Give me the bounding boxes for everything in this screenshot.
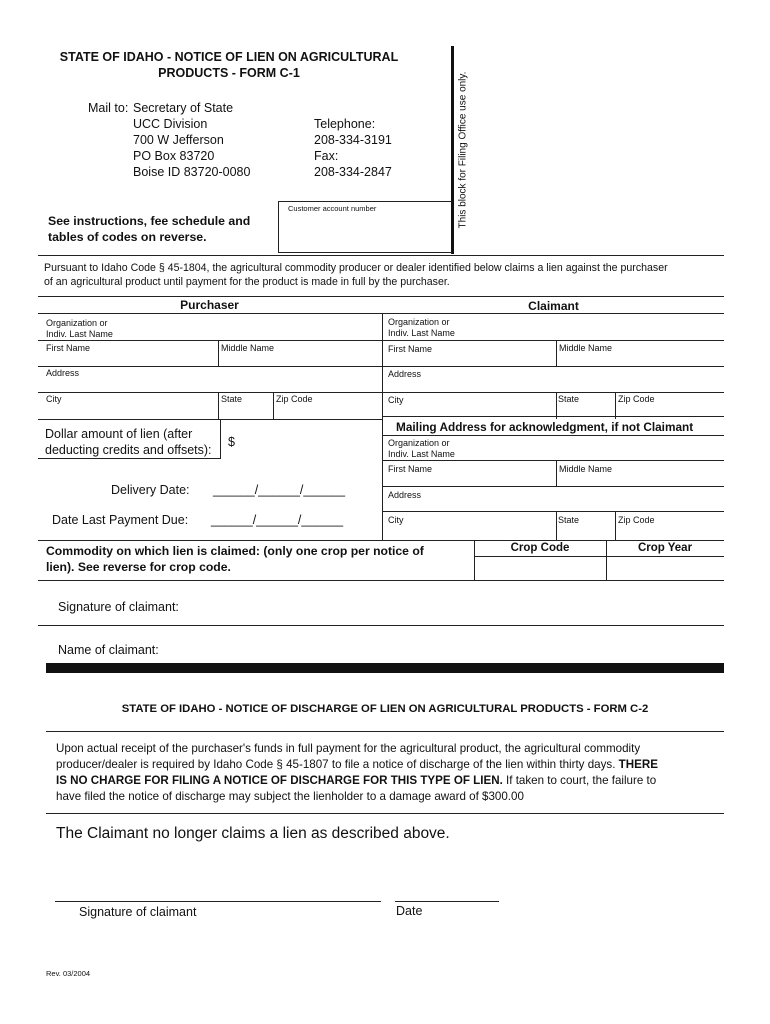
- purchaser-zip-field[interactable]: Zip Code: [276, 394, 313, 404]
- dollar-amount-divider: [220, 420, 221, 458]
- claimant-middle-divider: [556, 340, 557, 367]
- claimant-row-line-2: [382, 366, 724, 367]
- purchaser-row-line-3: [38, 392, 382, 393]
- form-title-line2: PRODUCTS - FORM C-1: [158, 66, 300, 80]
- claimant-row-line-3: [382, 392, 724, 393]
- discharge-paragraph: [56, 741, 658, 805]
- mail-line-5: Boise ID 83720-0080: [133, 165, 251, 179]
- discharge-line4: have filed the notice of discharge may subject the lienholder to a damage award of $300.00: [56, 790, 524, 803]
- mail-to-label: Mail to:: [88, 101, 129, 115]
- discharge-line3-bold: IS NO CHARGE FOR FILING A NOTICE OF DISCHARGE FOR THIS TYPE OF LIEN.: [56, 774, 503, 787]
- form-title-line1: STATE OF IDAHO - NOTICE OF LIEN ON AGRICULTURAL: [59, 50, 399, 64]
- grid-center-divider: [382, 313, 383, 394]
- mailing-city-field[interactable]: City: [388, 515, 404, 525]
- mailing-first-name-field[interactable]: First Name: [388, 464, 433, 474]
- discharge-line3-text: If taken to court, the failure to: [506, 774, 657, 787]
- mail-line-4: PO Box 83720: [133, 149, 215, 163]
- mailing-state-divider: [556, 511, 557, 540]
- mailing-zip-field[interactable]: Zip Code: [618, 515, 655, 525]
- last-payment-label: Date Last Payment Due:: [52, 513, 189, 527]
- last-payment-field[interactable]: ______/______/______: [211, 513, 344, 527]
- discharge-title: STATE OF IDAHO - NOTICE OF DISCHARGE OF LIEN ON AGRICULTURAL PRODUCTS - FORM C-2: [121, 703, 649, 715]
- discharge-line2-bold: THERE: [618, 758, 658, 771]
- purchaser-header: Purchaser: [180, 298, 239, 312]
- claimant-last-name-label: Indiv. Last Name: [388, 328, 455, 338]
- purchaser-row-line-1: [38, 340, 382, 341]
- signature-claimant-label: Signature of claimant:: [58, 600, 179, 614]
- crop-header-line: [474, 556, 724, 557]
- commodity-top-line: [38, 540, 724, 541]
- purchaser-org-field[interactable]: [46, 318, 113, 340]
- header-separator: [38, 255, 724, 256]
- purchaser-state-field[interactable]: State: [221, 394, 243, 404]
- purchaser-city-field[interactable]: City: [46, 394, 62, 404]
- mail-line-3: 700 W Jefferson: [133, 133, 224, 147]
- claimant-zip-field[interactable]: Zip Code: [618, 394, 655, 404]
- grid-header-line: [38, 313, 724, 314]
- purchaser-last-name-label: Indiv. Last Name: [46, 329, 113, 339]
- discharge-line1: Upon actual receipt of the purchaser's funds in full payment for the agricultural product, the agricultural commodity: [56, 742, 641, 755]
- mail-address-block: [133, 100, 250, 180]
- grid-top-line: [38, 296, 724, 297]
- crop-year-input[interactable]: [608, 558, 722, 578]
- discharge-line2-text: producer/dealer is required by Idaho Code § 45-1807 to file a notice of discharge of the lien within thirty days.: [56, 758, 616, 771]
- mailing-middle-name-field[interactable]: Middle Name: [559, 464, 613, 474]
- purchaser-zip-divider: [273, 392, 274, 419]
- commodity-bottom-line: [38, 580, 724, 581]
- purchaser-row-line-4: [38, 419, 382, 420]
- claimant-row-line-4: [382, 416, 724, 417]
- telephone-number: 208-334-3191: [314, 133, 392, 147]
- revision-note: Rev. 03/2004: [46, 969, 91, 978]
- claimant-row-line-1: [382, 340, 724, 341]
- mailing-row-line-3: [382, 511, 724, 512]
- discharge-date-label: Date: [396, 904, 423, 918]
- commodity-label-line1: Commodity on which lien is claimed: (only one crop per notice of: [46, 544, 424, 558]
- discharge-statement: The Claimant no longer claims a lien as described above.: [56, 825, 450, 842]
- discharge-line3: [56, 773, 658, 789]
- dollar-amount-line2: deducting credits and offsets):: [45, 443, 212, 457]
- commodity-label: [46, 543, 424, 575]
- signature-line: [38, 625, 724, 626]
- mailing-middle-divider: [556, 460, 557, 486]
- delivery-date-field[interactable]: ______/______/______: [213, 483, 346, 497]
- claimant-org-field[interactable]: [388, 317, 455, 339]
- purchaser-address-field[interactable]: Address: [46, 368, 80, 378]
- signature-claimant-field[interactable]: [186, 596, 716, 622]
- claimant-header: Claimant: [528, 299, 579, 313]
- contact-block: [314, 116, 392, 180]
- purchaser-row-line-2: [38, 366, 382, 367]
- discharge-signature-field[interactable]: [55, 876, 381, 900]
- mailing-header: Mailing Address for acknowledgment, if not Claimant: [396, 420, 694, 434]
- purchaser-first-name-field[interactable]: First Name: [46, 343, 91, 353]
- commodity-label-line2: lien). See reverse for crop code.: [46, 560, 231, 574]
- pursuant-statement: [44, 261, 668, 289]
- mailing-org-field[interactable]: [388, 438, 455, 460]
- instructions-note: [48, 213, 250, 245]
- mailing-zip-divider: [615, 511, 616, 540]
- pursuant-line2: of an agricultural product until payment for the product is made in full by the purchaser.: [44, 276, 450, 288]
- mailing-header-line: [382, 435, 724, 436]
- mailing-state-field[interactable]: State: [558, 515, 580, 525]
- dollar-amount-field[interactable]: $: [228, 435, 235, 449]
- pursuant-line1: Pursuant to Idaho Code § 45-1804, the agricultural commodity producer or dealer identified below claims a lien against the purchaser: [44, 262, 668, 274]
- claimant-zip-divider: [615, 392, 616, 419]
- purchaser-org-label: Organization or: [46, 318, 108, 328]
- mail-line-2: UCC Division: [133, 117, 208, 131]
- claimant-first-name-field[interactable]: First Name: [388, 344, 433, 354]
- mailing-address-field[interactable]: Address: [388, 490, 422, 500]
- mailing-org-label: Organization or: [388, 438, 450, 448]
- section-divider-bar: [46, 663, 724, 673]
- mailing-last-name-label: Indiv. Last Name: [388, 449, 455, 459]
- customer-account-label: Customer account number: [288, 204, 377, 213]
- instructions-line1: See instructions, fee schedule and: [48, 214, 251, 228]
- discharge-signature-line: [55, 901, 381, 902]
- discharge-para-top-line: [46, 731, 724, 732]
- purchaser-middle-divider: [218, 340, 219, 367]
- crop-code-header: Crop Code: [510, 542, 570, 554]
- claimant-org-label: Organization or: [388, 317, 450, 327]
- fax-label: Fax:: [314, 149, 339, 163]
- name-claimant-field[interactable]: [170, 638, 716, 662]
- purchaser-state-divider: [218, 392, 219, 419]
- discharge-date-field[interactable]: [395, 876, 499, 900]
- purchaser-middle-name-field[interactable]: Middle Name: [221, 343, 275, 353]
- crop-year-header: Crop Year: [637, 542, 693, 554]
- claimant-state-field[interactable]: State: [558, 394, 580, 404]
- mailing-row-line-1: [382, 460, 724, 461]
- claimant-address-field[interactable]: Address: [388, 369, 422, 379]
- claimant-state-divider: [556, 392, 557, 419]
- fax-number: 208-334-2847: [314, 165, 392, 179]
- name-claimant-label: Name of claimant:: [58, 643, 159, 657]
- instructions-line2: tables of codes on reverse.: [48, 230, 207, 244]
- dollar-amount-label: [45, 426, 212, 458]
- discharge-signature-label: Signature of claimant: [79, 905, 197, 919]
- claimant-city-field[interactable]: City: [388, 395, 404, 405]
- mail-line-1: Secretary of State: [133, 101, 234, 115]
- dollar-amount-line1: Dollar amount of lien (after: [45, 427, 193, 441]
- dollar-amount-bottom: [38, 458, 221, 459]
- delivery-date-label: Delivery Date:: [111, 483, 190, 497]
- claimant-middle-name-field[interactable]: Middle Name: [559, 343, 613, 353]
- telephone-label: Telephone:: [314, 117, 376, 131]
- form-title: [54, 49, 404, 81]
- customer-account-box[interactable]: [278, 201, 452, 253]
- discharge-date-line: [395, 901, 499, 902]
- crop-code-input[interactable]: [476, 558, 604, 578]
- mailing-row-line-2: [382, 486, 724, 487]
- discharge-line2: [56, 757, 658, 773]
- discharge-para-bottom-line: [46, 813, 724, 814]
